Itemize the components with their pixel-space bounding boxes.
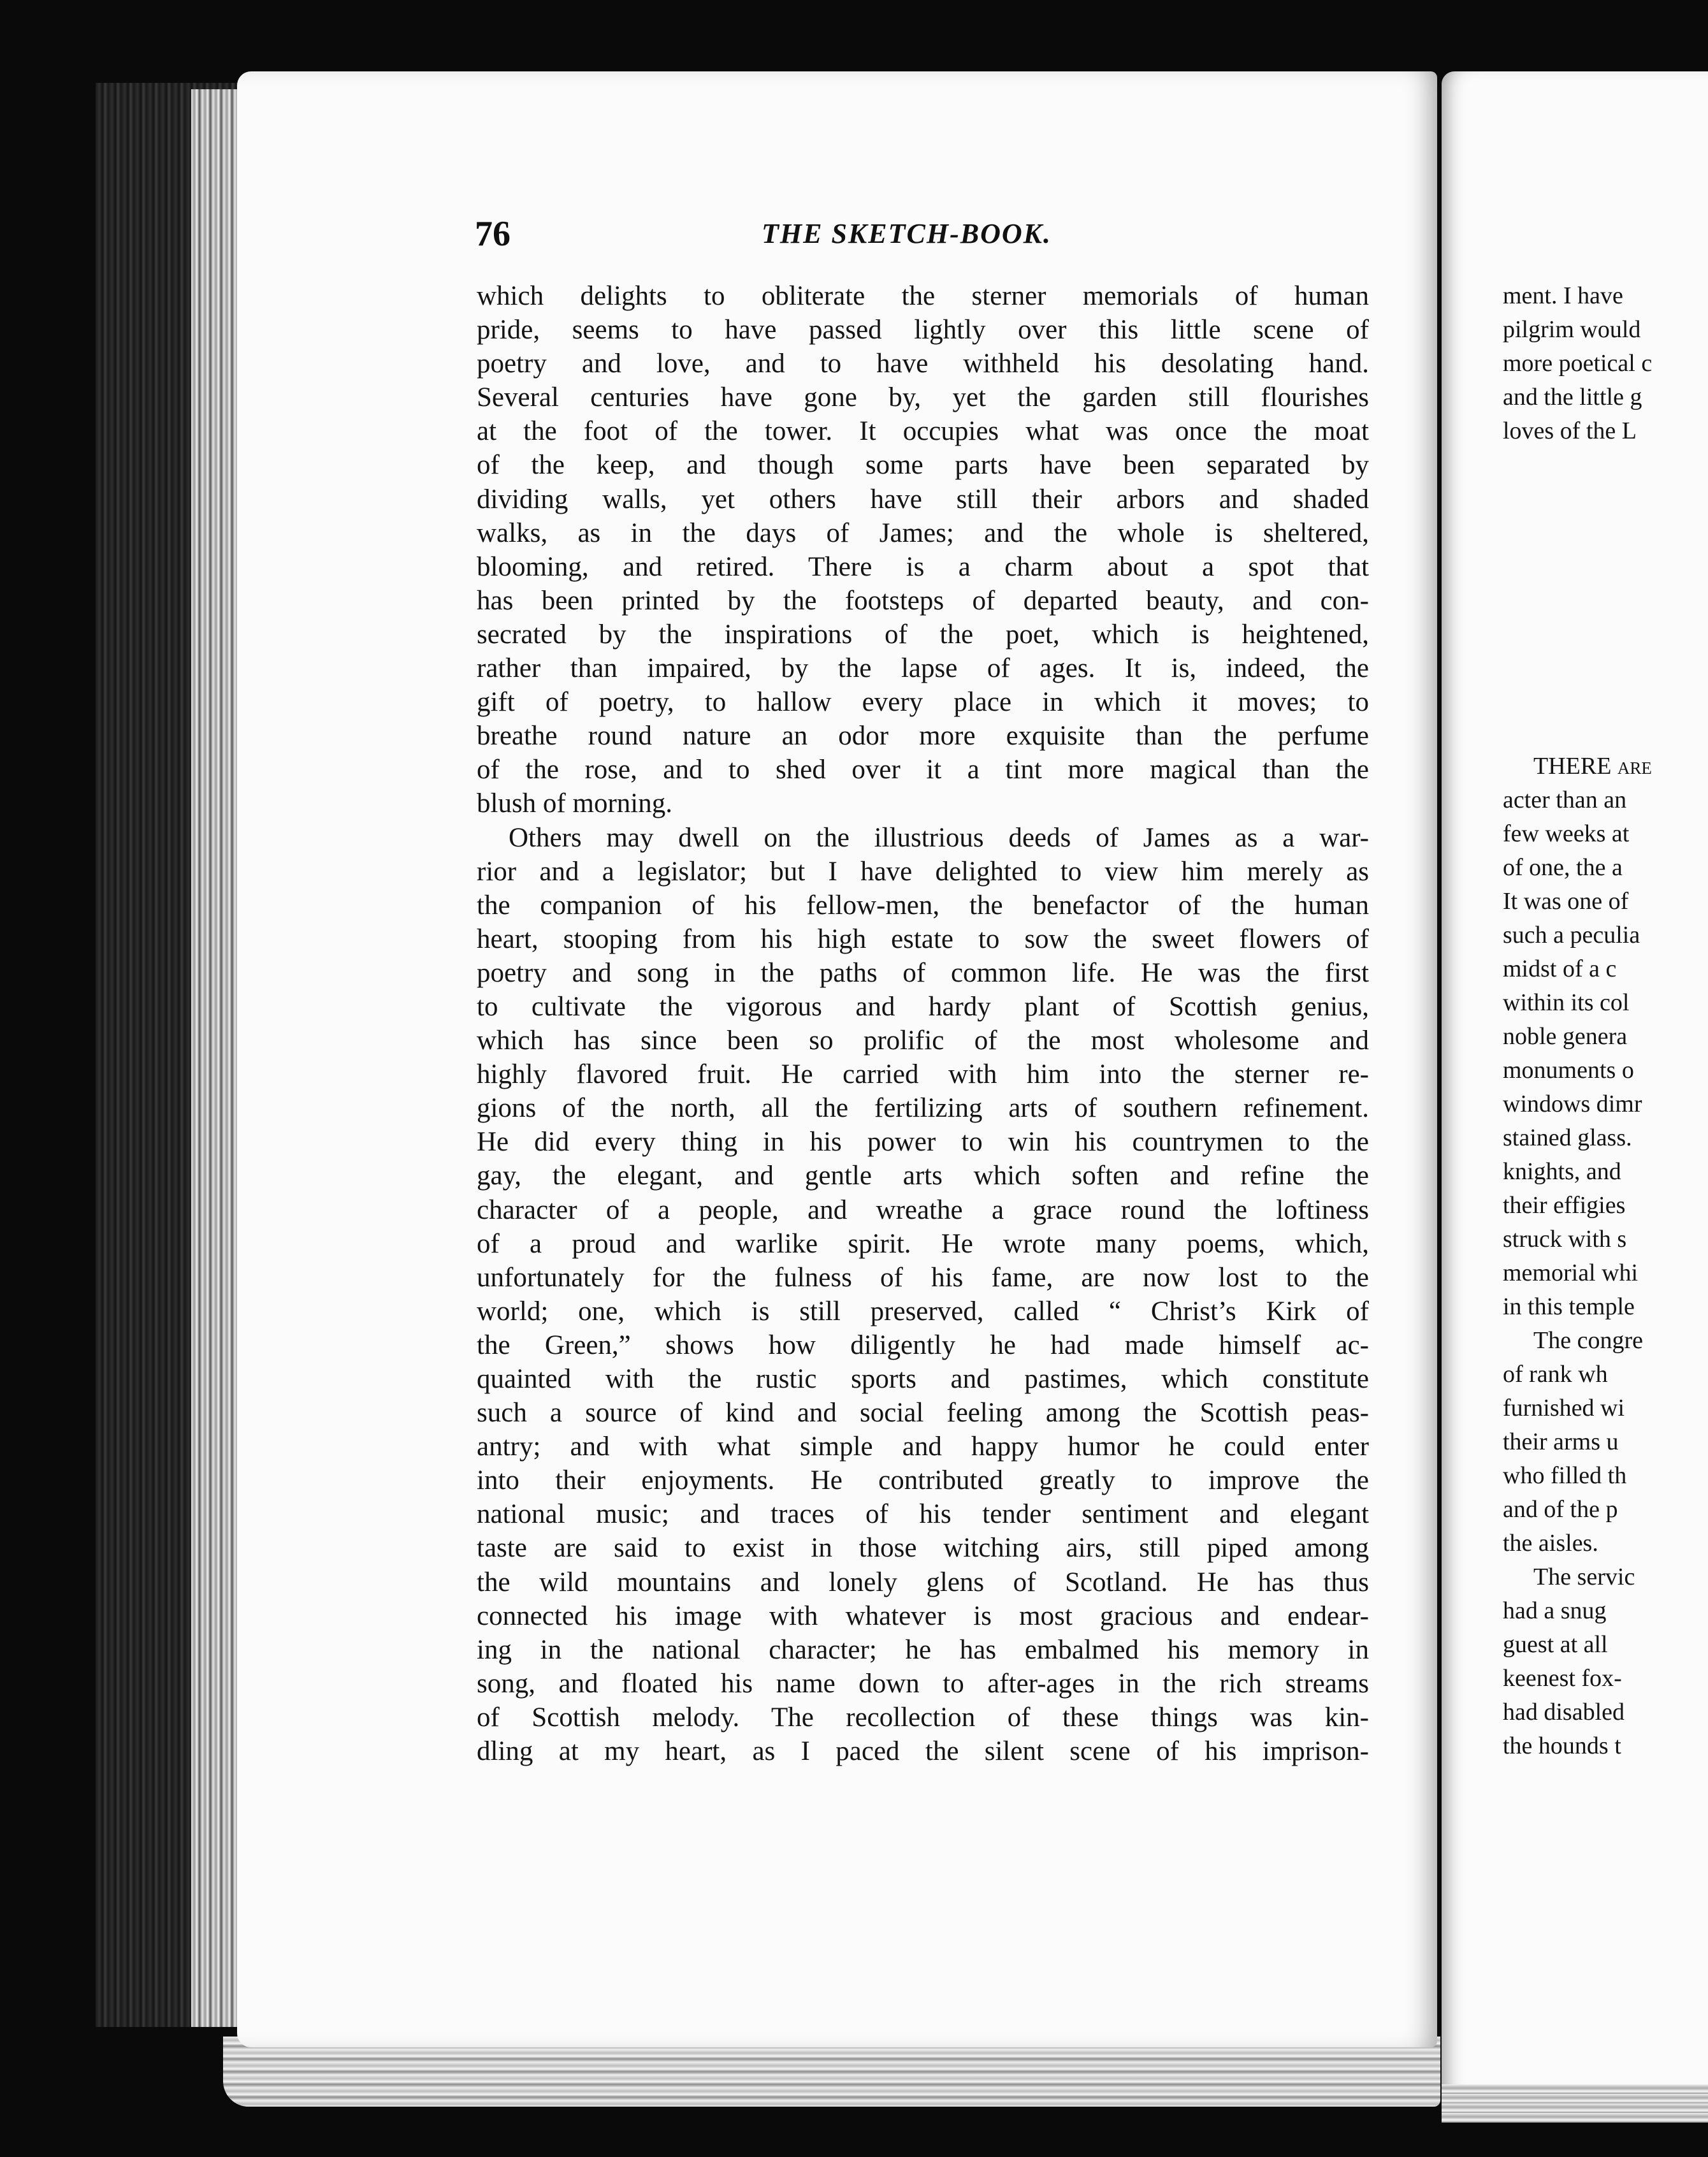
text-line: such a peculia xyxy=(1503,922,1640,948)
text-line: blush of morning. xyxy=(477,788,672,819)
text-line: had disabled xyxy=(1503,1699,1625,1725)
text-line: quainted with the rustic sports and pastimes, which constitute xyxy=(477,1364,1369,1394)
text-line: furnished wi xyxy=(1503,1395,1625,1421)
body-text xyxy=(477,279,1369,1768)
running-head xyxy=(475,214,1386,271)
text-line: breathe round nature an odor more exquisite than the perfume xyxy=(477,721,1369,752)
text-line: has been printed by the footsteps of departed beauty, and con- xyxy=(477,585,1369,616)
text-line: poetry and song in the paths of common life. He was the first xyxy=(477,957,1369,988)
text-line: monuments o xyxy=(1503,1057,1634,1084)
text-line: their effigies xyxy=(1503,1192,1626,1219)
text-line: secrated by the inspirations of the poet, which is heightened, xyxy=(477,619,1369,650)
text-line: the Green,” shows how diligently he had made himself ac- xyxy=(477,1330,1369,1360)
text-line: pride, seems to have passed lightly over this little scene of xyxy=(477,315,1369,345)
text-line: rather than impaired, by the lapse of ages. It is, indeed, the xyxy=(477,653,1369,684)
text-line: song, and floated his name down to after-ages in the rich streams xyxy=(477,1668,1369,1699)
text-line: antry; and with what simple and happy humor he could enter xyxy=(477,1432,1369,1462)
text-line: of Scottish melody. The recollection of these things was kin- xyxy=(477,1702,1369,1732)
text-line: noble genera xyxy=(1503,1023,1628,1050)
text-line: Several centuries have gone by, yet the garden still flourishes xyxy=(477,382,1369,413)
text-line: pilgrim would xyxy=(1503,316,1641,343)
right-page-bottom-edges xyxy=(1442,2084,1708,2123)
text-line: acter than an xyxy=(1503,787,1627,813)
text-line: character of a people, and wreathe a grace round the loftiness xyxy=(477,1195,1369,1225)
text-line: to cultivate the vigorous and hardy plant of Scottish genius, xyxy=(477,991,1369,1022)
text-line: struck with s xyxy=(1503,1226,1627,1253)
text-line: more poetical c xyxy=(1503,350,1653,377)
text-line: the aisles. xyxy=(1503,1530,1598,1557)
text-line: at the foot of the tower. It occupies what was once the moat xyxy=(477,416,1369,447)
text-line: memorial whi xyxy=(1503,1260,1639,1286)
text-line: which delights to obliterate the sterner memorials of human xyxy=(477,281,1369,311)
text-line: national music; and traces of his tender sentiment and elegant xyxy=(477,1499,1369,1530)
text-line: their arms u xyxy=(1503,1428,1619,1455)
text-line: dling at my heart, as I paced the silent scene of his imprison- xyxy=(477,1736,1369,1767)
text-line: poetry and love, and to have withheld his desolating hand. xyxy=(477,349,1369,379)
text-line: ment. I have xyxy=(1503,282,1623,309)
text-line: within its col xyxy=(1503,989,1630,1016)
text-line: ing in the national character; he has embalmed his memory in xyxy=(477,1634,1369,1665)
text-line: guest at all xyxy=(1503,1631,1608,1658)
text-line: knights, and xyxy=(1503,1158,1621,1185)
text-line: loves of the L xyxy=(1503,418,1637,444)
text-line: gions of the north, all the fertilizing arts of southern refinement. xyxy=(477,1093,1369,1124)
page-number: 76 xyxy=(475,214,510,254)
text-line: keenest fox- xyxy=(1503,1665,1622,1692)
text-line: gift of poetry, to hallow every place in which it moves; to xyxy=(477,687,1369,718)
text-line: highly flavored fruit. He carried with him into the sterner re- xyxy=(477,1059,1369,1090)
text-line: dividing walls, yet others have still their arbors and shaded xyxy=(477,484,1369,514)
text-line: into their enjoyments. He contributed greatly to improve the xyxy=(477,1465,1369,1496)
text-line: which has since been so prolific of the most wholesome and xyxy=(477,1026,1369,1056)
text-line: taste are said to exist in those witching airs, still piped among xyxy=(477,1533,1369,1564)
text-line: the wild mountains and lonely glens of Scotland. He has thus xyxy=(477,1567,1369,1597)
text-line: He did every thing in his power to win his countrymen to the xyxy=(477,1127,1369,1158)
text-line: of a proud and warlike spirit. He wrote many poems, which, xyxy=(477,1228,1369,1259)
text-line: in this temple xyxy=(1503,1293,1635,1320)
text-line: The congre xyxy=(1533,1327,1643,1354)
text-line: world; one, which is still preserved, called “ Christ’s Kirk of xyxy=(477,1296,1369,1326)
text-line: connected his image with whatever is most gracious and endear- xyxy=(477,1601,1369,1631)
text-line: heart, stooping from his high estate to sow the sweet flowers of xyxy=(477,924,1369,954)
text-line: of the rose, and to shed over it a tint more magical than the xyxy=(477,755,1369,785)
text-line: unfortunately for the fulness of his fame, are now lost to the xyxy=(477,1262,1369,1293)
text-line: who filled th xyxy=(1503,1462,1627,1489)
text-line: midst of a c xyxy=(1503,955,1617,982)
text-line: and of the p xyxy=(1503,1496,1618,1523)
text-line: and the little g xyxy=(1503,384,1642,410)
text-line: the hounds t xyxy=(1503,1732,1621,1759)
text-line: windows dimr xyxy=(1503,1091,1642,1117)
book-title: THE SKETCH-BOOK. xyxy=(762,218,1052,249)
text-line: of one, the a xyxy=(1503,854,1623,881)
text-line: had a snug xyxy=(1503,1597,1607,1624)
text-line: blooming, and retired. There is a charm about a spot that xyxy=(477,551,1369,582)
text-line: few weeks at xyxy=(1503,820,1630,847)
text-line: THERE are xyxy=(1533,753,1652,780)
text-line: the companion of his fellow-men, the benefactor of the human xyxy=(477,890,1369,920)
text-line: rior and a legislator; but I have delighted to view him merely as xyxy=(477,856,1369,887)
text-line: walks, as in the days of James; and the whole is sheltered, xyxy=(477,518,1369,548)
text-line: It was one of xyxy=(1503,888,1629,915)
text-line: such a source of kind and social feeling among the Scottish peas- xyxy=(477,1398,1369,1428)
text-line: The servic xyxy=(1533,1564,1635,1590)
text-line: gay, the elegant, and gentle arts which soften and refine the xyxy=(477,1161,1369,1191)
book-page-edges-light xyxy=(191,89,242,2027)
text-line: of the keep, and though some parts have been separated by xyxy=(477,450,1369,481)
text-line: Others may dwell on the illustrious deeds of James as a war- xyxy=(509,822,1369,853)
text-line: stained glass. xyxy=(1503,1124,1632,1151)
text-line: of rank wh xyxy=(1503,1361,1608,1388)
